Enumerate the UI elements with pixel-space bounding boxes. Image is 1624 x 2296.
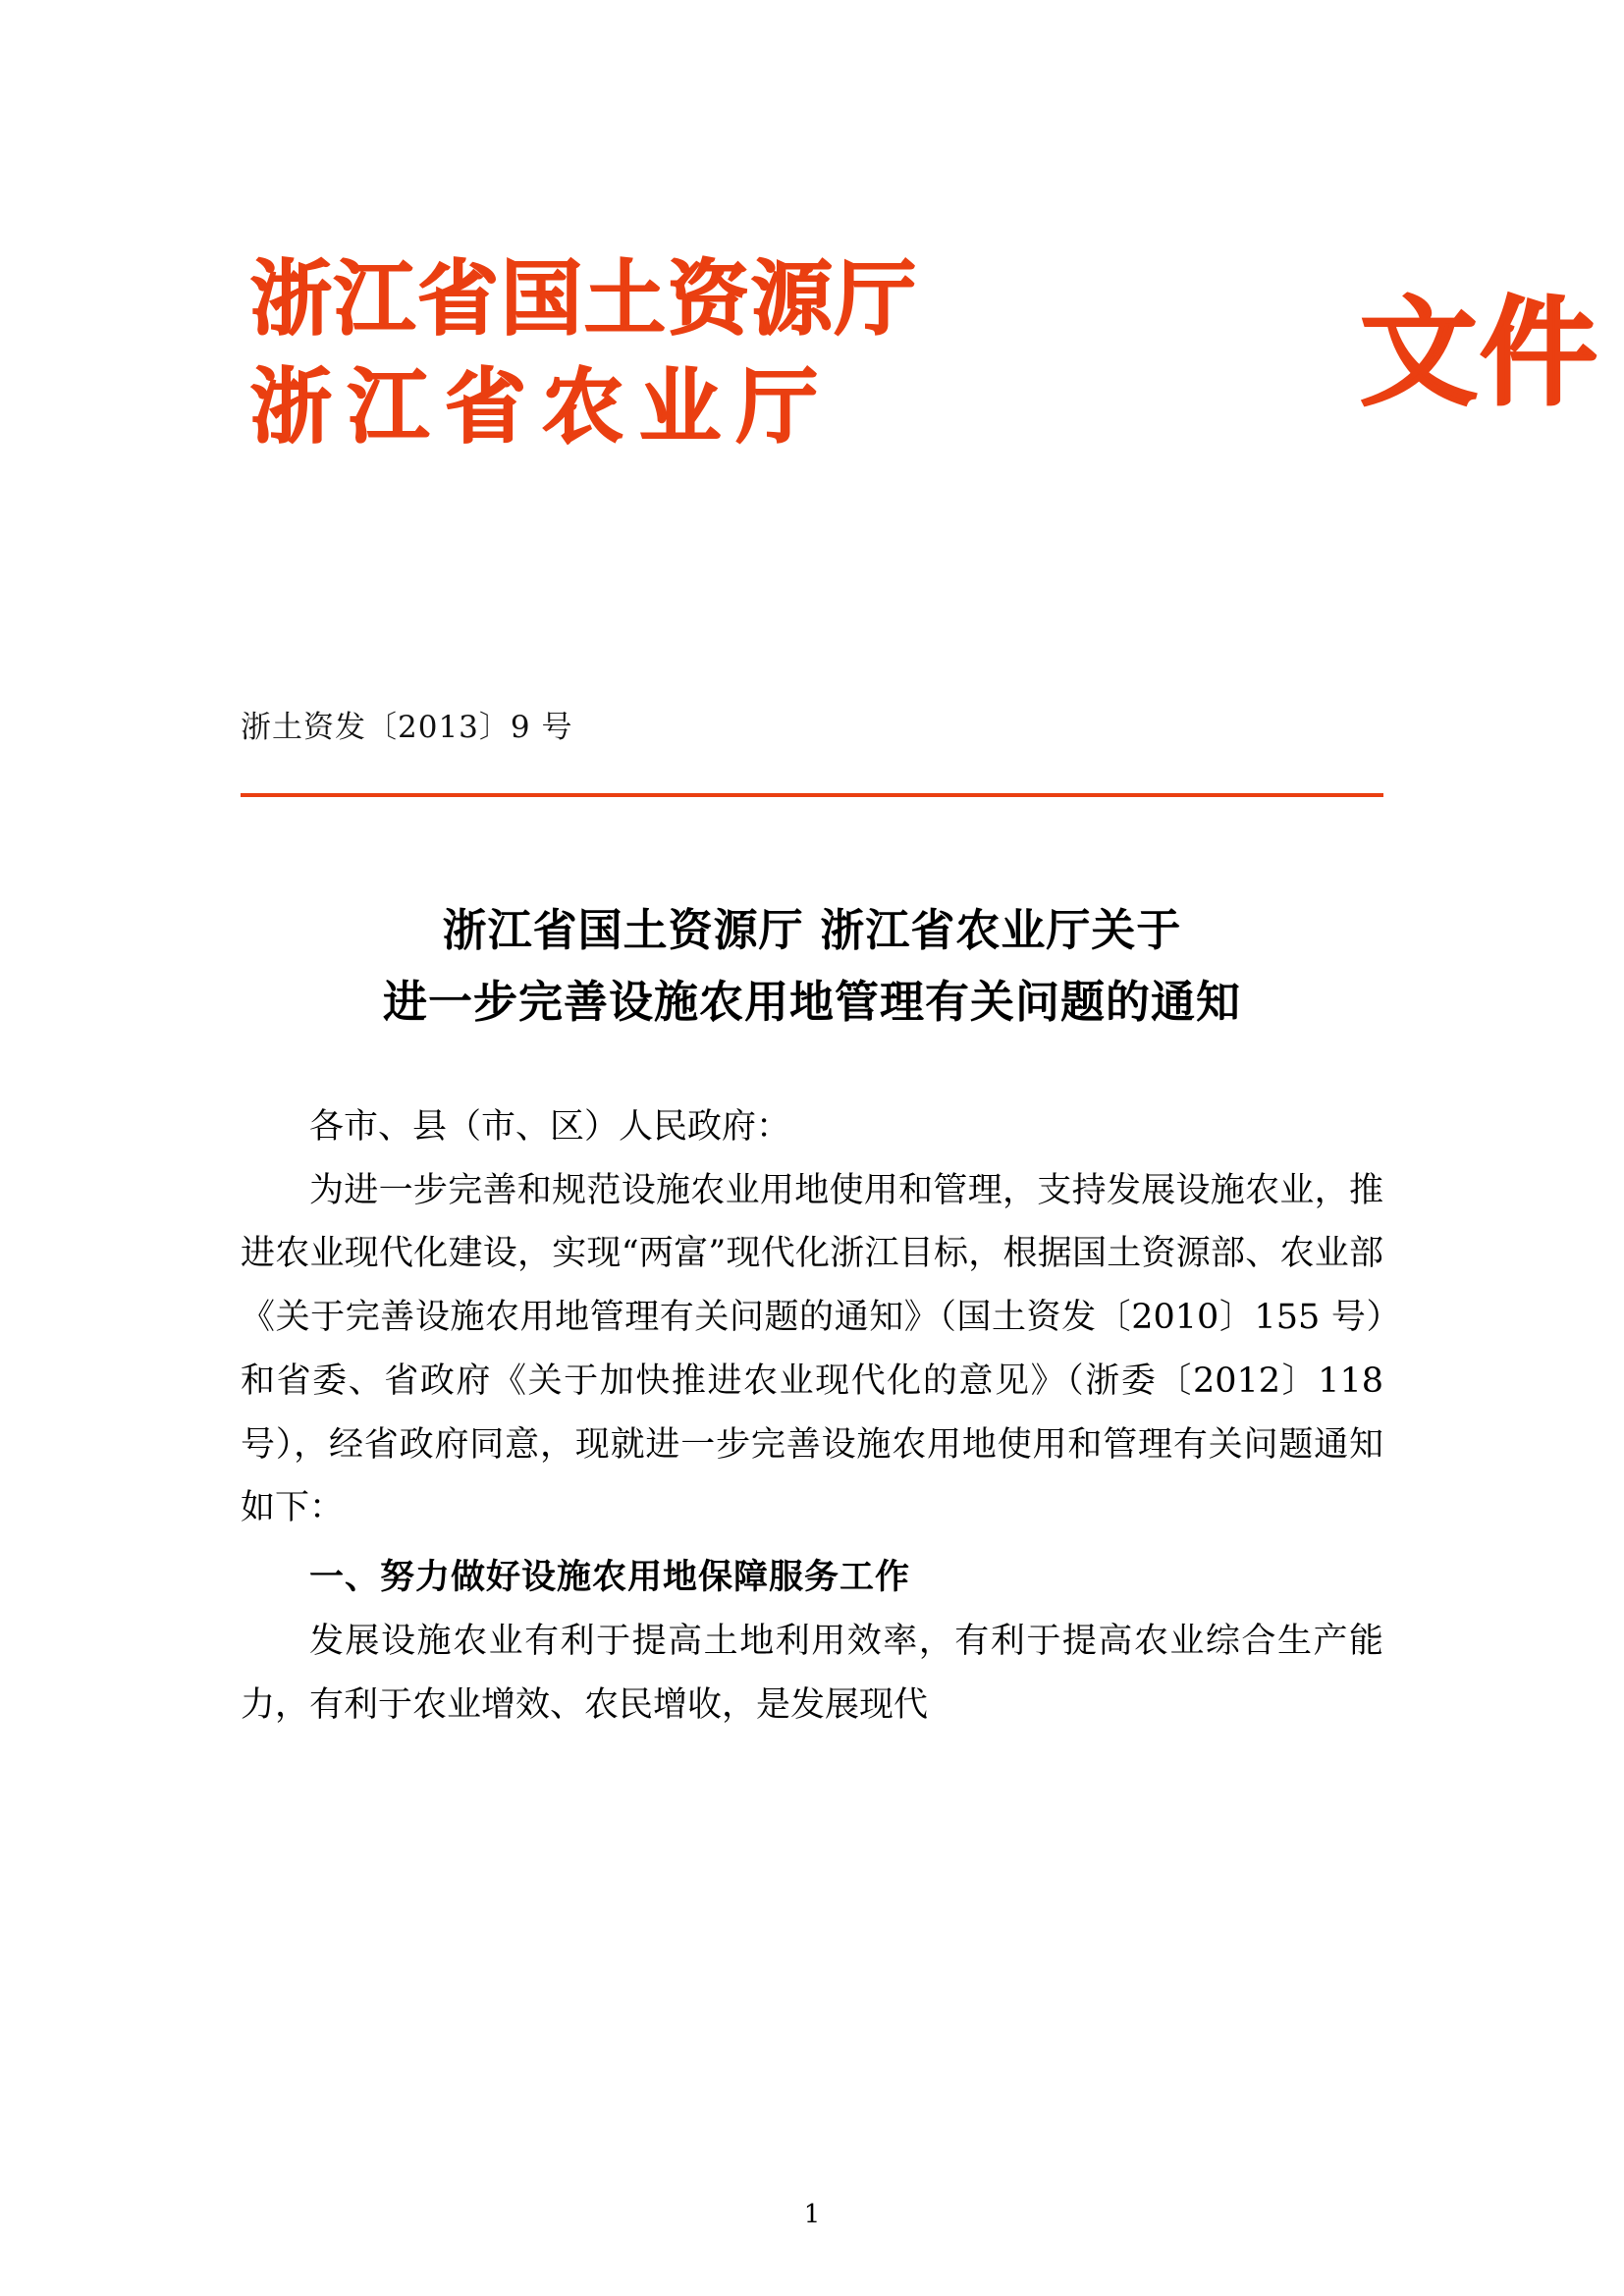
document-number: 浙土资发〔2013〕9 号 — [241, 710, 573, 745]
masthead-agency-names — [250, 245, 1134, 460]
salutation: 各市、县（市、区）人民政府： — [309, 1106, 791, 1147]
document-body — [241, 1095, 1383, 1737]
body-paragraph-2: 发展设施农业有利于提高土地利用效率，有利于提高农业综合生产能力，有利于农业增效、农民增收，是发展现代 — [241, 1621, 1383, 1725]
masthead-line-2: 浙江省农业厅 — [250, 357, 834, 454]
masthead-document-word: 文件 — [1360, 284, 1599, 422]
document-title — [241, 895, 1383, 1039]
body-paragraph-1: 为进一步完善和规范设施农业用地使用和管理，支持发展设施农业，推进农业现代化建设，实现“两富”现代化浙江目标，根据国土资源部、农业部《关于完善设施农用地管理有关问题的通知》（国土资发〔2010〕155 号）和省委、省政府《关于加快推进农业现代化的意见》（浙委〔2012〕118 号），经省政府同意，现就进一步完善设施农用地使用和管理有关问题通知如下： — [241, 1170, 1383, 1528]
section-heading-1: 一、努力做好设施农用地保障服务工作 — [309, 1558, 911, 1598]
red-divider-rule — [241, 793, 1383, 797]
title-line-1: 浙江省国土资源厅 浙江省农业厅关于 — [442, 904, 1182, 956]
masthead-line-1: 浙江省国土资源厅 — [250, 250, 918, 347]
title-line-2: 进一步完善设施农用地管理有关问题的通知 — [382, 975, 1241, 1028]
masthead — [241, 0, 1599, 454]
page-number: 1 — [803, 2200, 821, 2229]
